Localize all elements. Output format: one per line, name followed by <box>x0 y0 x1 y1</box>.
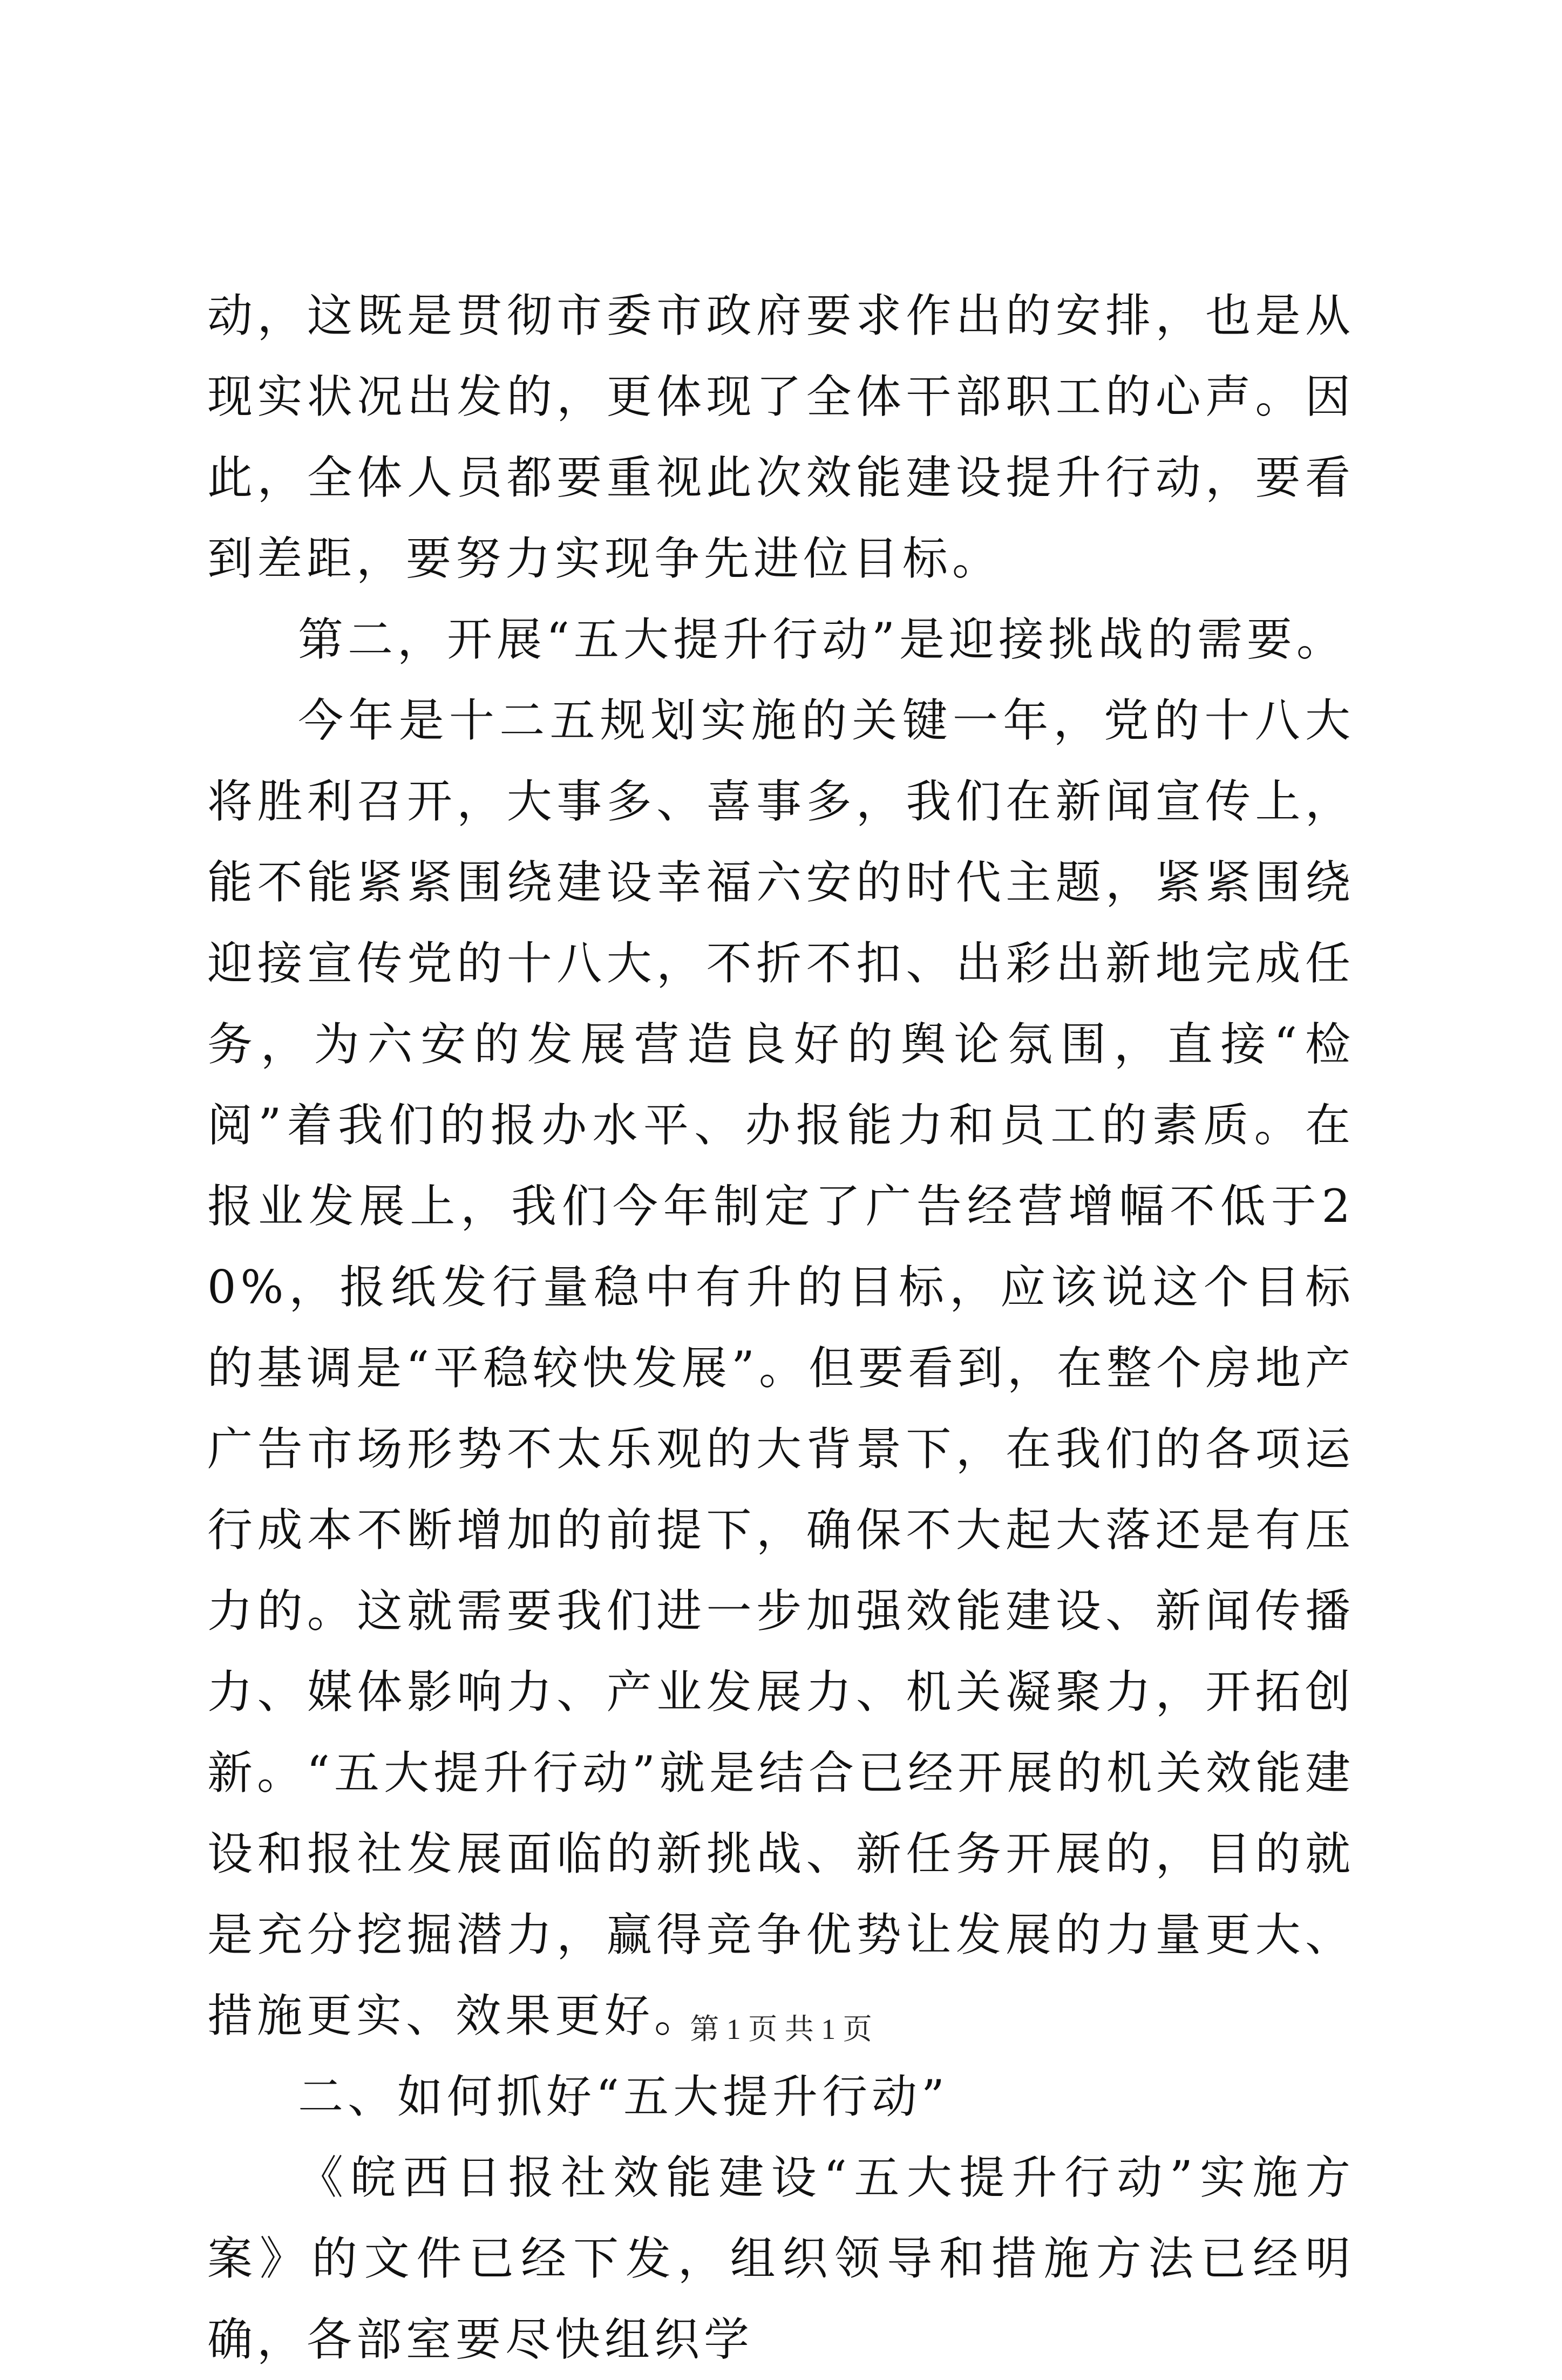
document-body <box>207 275 1355 2380</box>
section-heading-how-to: 二、如何抓好“五大提升行动” <box>298 2070 949 2123</box>
paragraph-challenges: 今年是十二五规划实施的关键一年，党的十八大将胜利召开，大事多、喜事多，我们在新闻宣传上，能不能紧紧围绕建设幸福六安的时代主题，紧紧围绕迎接宣传党的十八大，不折不扣、出彩出新地完成任务，为六安的发展营造良好的舆论氛围，直接“检阅”着我们的报办水平、办报能力和员工的素质。在报业发展上，我们今年制定了广告经营增幅不低于20%，报纸发行量稳中有升的目标，应该说这个目标的基调是“平稳较快发展”。但要看到，在整个房地产广告市场形势不太乐观的大背景下，在我们的各项运行成本不断增加的前提下，确保不大起大落还是有压力的。这就需要我们进一步加强效能建设、新闻传播力、媒体影响力、产业发展力、机关凝聚力，开拓创新。“五大提升行动”就是结合已经开展的机关效能建设和报社发展面临的新挑战、新任务开展的，目的就是充分挖掘潜力，赢得竞争优势让发展的力量更大、措施更实、效果更好。 <box>207 694 1355 2042</box>
page-footer: 第 1 页 共 1 页 <box>690 2013 872 2045</box>
paragraph-second-point: 第二，开展“五大提升行动”是迎接挑战的需要。 <box>298 613 1346 666</box>
paragraph-implementation-plan: 《皖西日报社效能建设“五大提升行动”实施方案》的文件已经下发，组织领导和措施方法已经明确，各部室要尽快组织学 <box>207 2151 1355 2366</box>
paragraph-continuation: 动，这既是贯彻市委市政府要求作出的安排，也是从现实状况出发的，更体现了全体干部职工的心声。因此，全体人员都要重视此次效能建设提升行动，要看到差距，要努力实现争先进位目标。 <box>207 289 1355 585</box>
